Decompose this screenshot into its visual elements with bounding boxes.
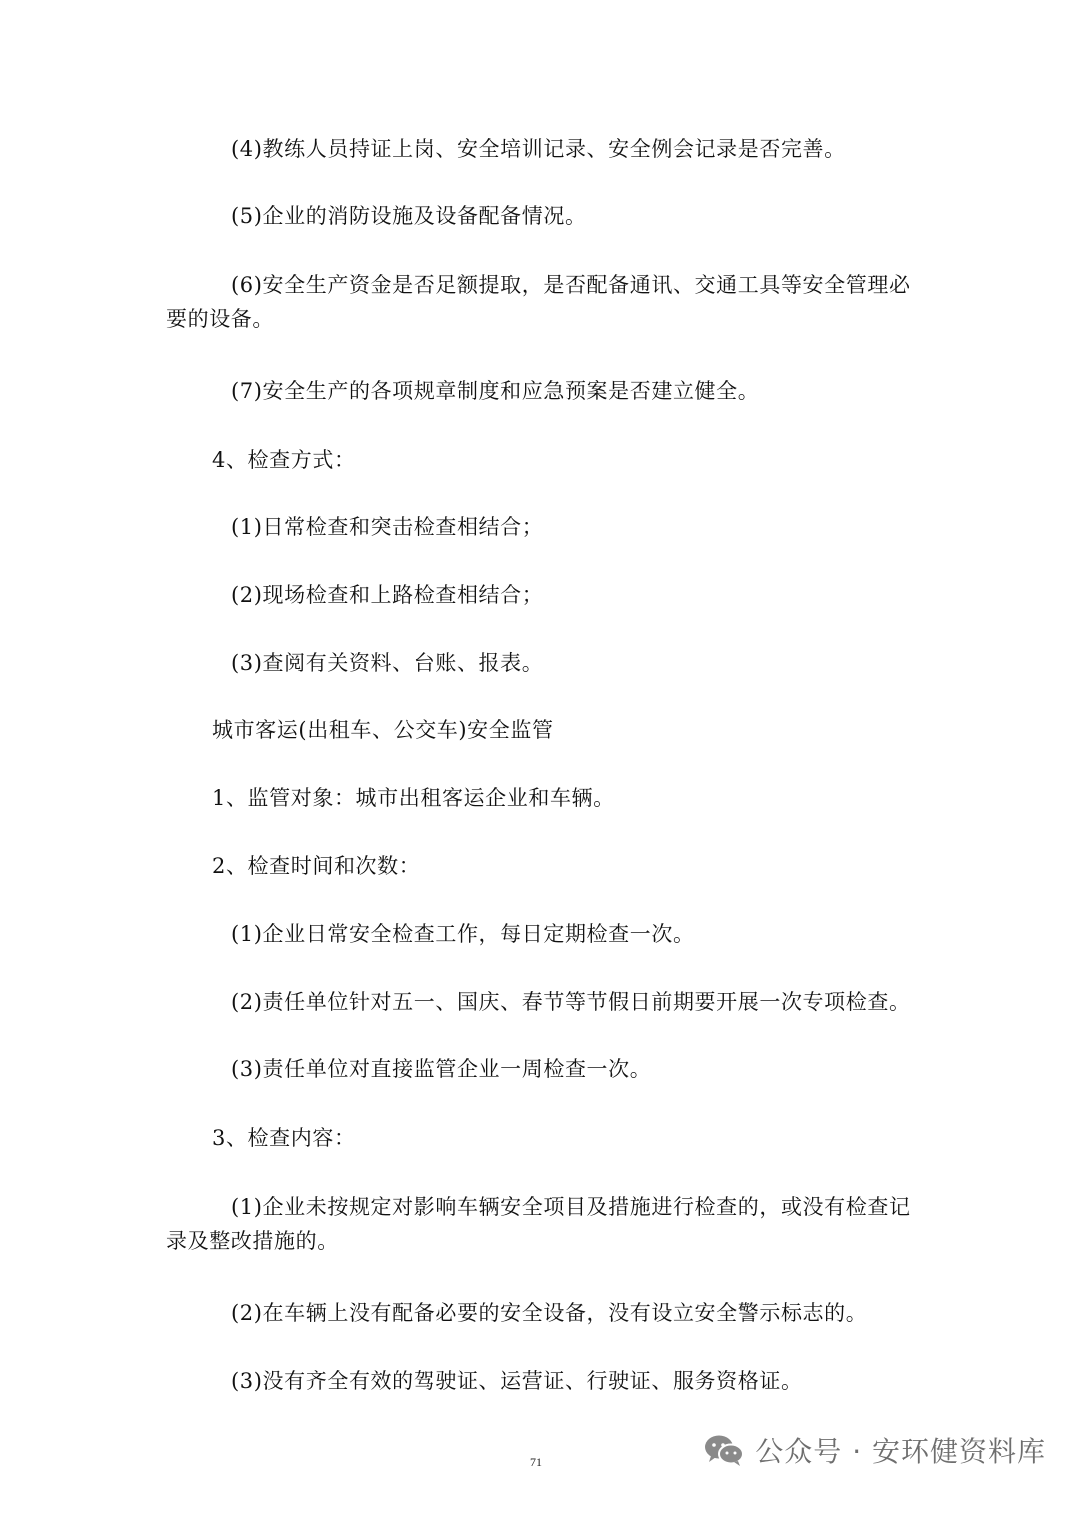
paragraph-content-3: (3)没有齐全有效的驾驶证、运营证、行驶证、服务资格证。 — [231, 1369, 803, 1393]
paragraph-frequency-3: (3)责任单位对直接监管企业一周检查一次。 — [231, 1057, 652, 1081]
paragraph-content-2: (2)在车辆上没有配备必要的安全设备，没有设立安全警示标志的。 — [231, 1301, 868, 1325]
paragraph-line: 要的设备。 — [166, 307, 274, 331]
paragraph-line: (6)安全生产资金是否足额提取，是否配备通讯、交通工具等安全管理必 — [231, 273, 911, 297]
paragraph-item-7: (7)安全生产的各项规章制度和应急预案是否建立健全。 — [231, 379, 760, 403]
wechat-icon — [703, 1432, 745, 1468]
section-heading-check-content: 3、检查内容： — [212, 1126, 356, 1150]
paragraph-frequency-2: (2)责任单位针对五一、国庆、春节等节假日前期要开展一次专项检查。 — [231, 990, 911, 1014]
paragraph-item-6 — [166, 268, 926, 336]
paragraph-frequency-1: (1)企业日常安全检查工作，每日定期检查一次。 — [231, 922, 695, 946]
page-number: 71 — [530, 1455, 542, 1469]
section-title-urban-transit: 城市客运(出租车、公交车)安全监管 — [212, 718, 554, 742]
paragraph-method-2: (2)现场检查和上路检查相结合； — [231, 583, 544, 607]
paragraph-item-5: (5)企业的消防设施及设备配备情况。 — [231, 204, 587, 228]
watermark — [703, 1428, 1046, 1472]
section-heading-check-frequency: 2、检查时间和次数： — [212, 854, 421, 878]
paragraph-line: (1)企业未按规定对影响车辆安全项目及措施进行检查的，或没有检查记 — [231, 1195, 911, 1219]
paragraph-item-4: (4)教练人员持证上岗、安全培训记录、安全例会记录是否完善。 — [231, 137, 846, 161]
paragraph-supervision-target: 1、监管对象：城市出租客运企业和车辆。 — [212, 786, 615, 810]
paragraph-method-1: (1)日常检查和突击检查相结合； — [231, 515, 544, 539]
paragraph-content-1 — [166, 1190, 926, 1258]
section-heading-inspection-method: 4、检查方式： — [212, 448, 356, 472]
paragraph-line: 录及整改措施的。 — [166, 1229, 339, 1253]
paragraph-method-3: (3)查阅有关资料、台账、报表。 — [231, 651, 544, 675]
watermark-text: 公众号 · 安环健资料库 — [755, 1435, 1046, 1468]
